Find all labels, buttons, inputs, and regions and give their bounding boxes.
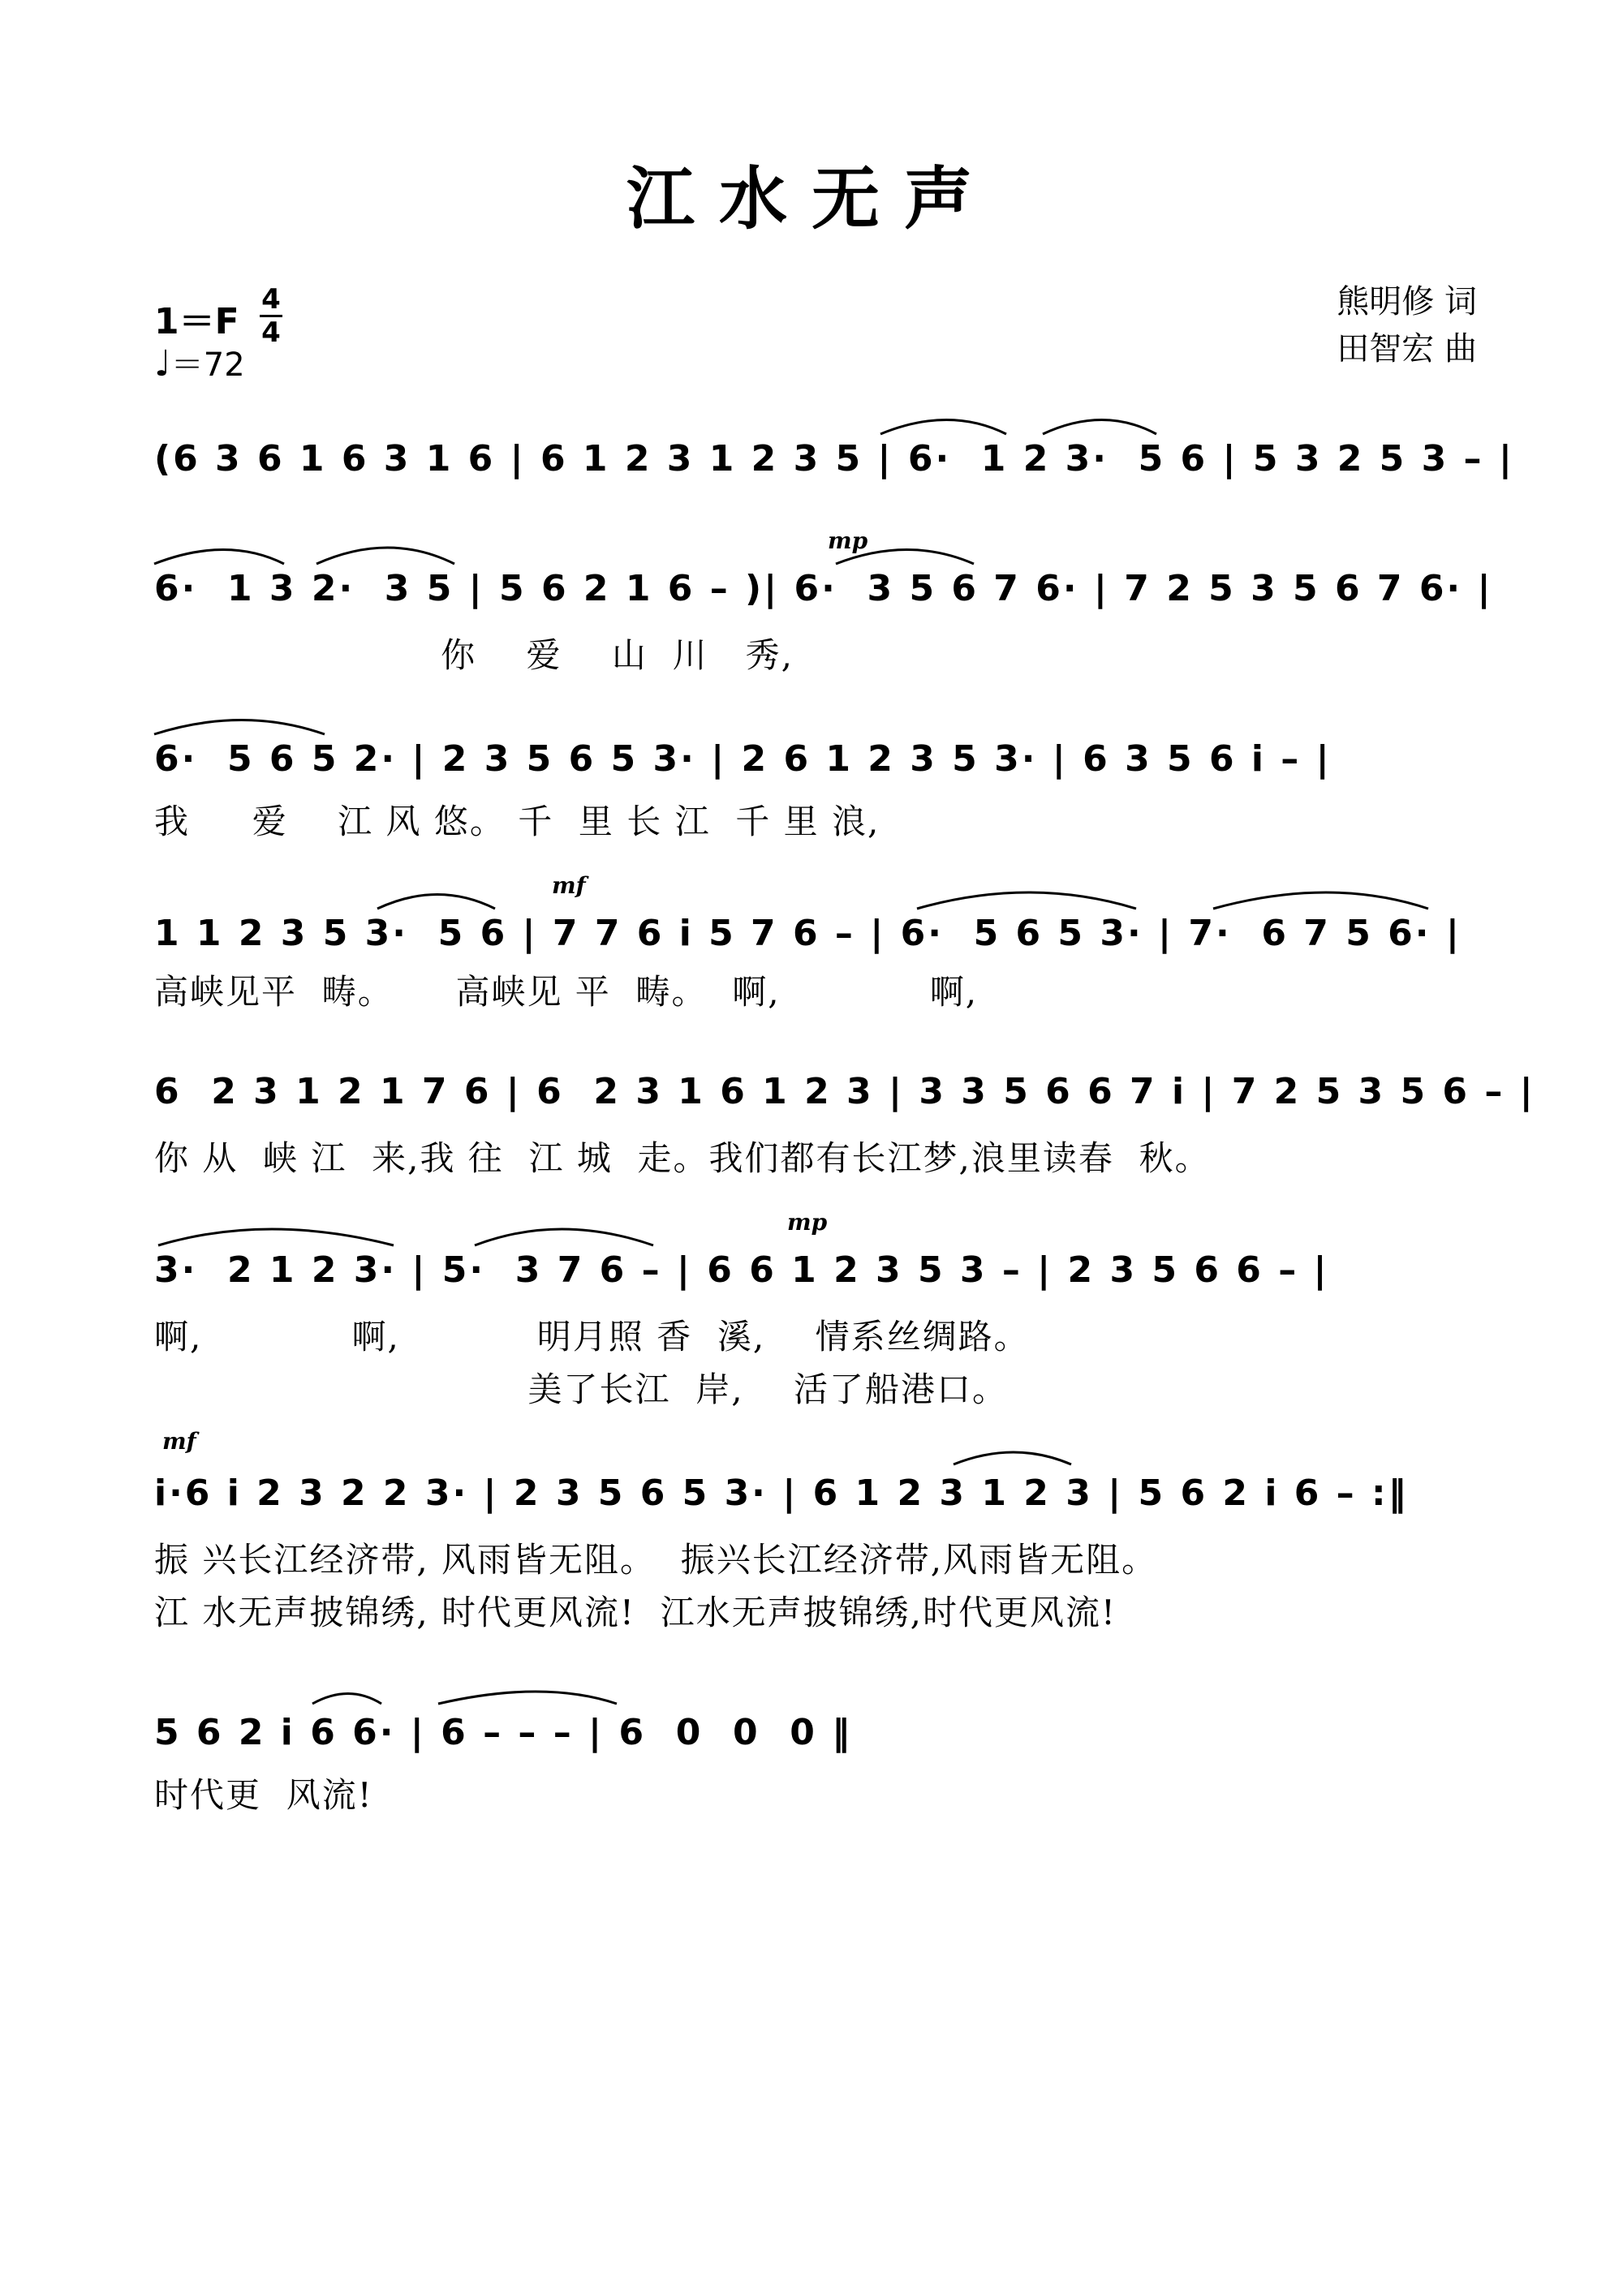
dynamic-marking: mf [162,1428,196,1455]
notation-line: 3· 2 1 2 3· | 5· 3 7 6 – | 6 6 1 2 3 5 3 – | 2 3 5 6 6 – | [154,1249,1329,1291]
slur-arc [1043,420,1156,435]
song-title: 江水无声 [626,158,997,239]
notation-line: 6· 1 3 2· 3 5 | 5 6 2 1 6 – )| 6· 3 5 6 7 6· | 7 2 5 3 5 6 7 6· | [154,568,1493,609]
lyrics-line: 振 兴长江经济带, 风雨皆无阻。 振兴长江经济带,风雨皆无阻。 [154,1540,1158,1580]
slur-arc [1213,892,1428,909]
slur-arc [954,1452,1071,1464]
slur-arc [475,1229,653,1245]
notation-line: 6· 5 6 5 2· | 2 3 5 6 5 3· | 2 6 1 2 3 5 3· | 6 3 5 6 i – | [154,738,1332,780]
dynamic-marking: mp [828,527,868,554]
lyrics-line: 高峡见平 畴。 高峡见 平 畴。 啊, 啊, [154,972,979,1012]
lyricist-credit: 熊明修 词 [1337,283,1477,320]
slur-arc [158,1229,394,1245]
notation-line: 1 1 2 3 5 3· 5 6 | 7 7 6 i 5 7 6 – | 6· 5 6 5 3· | 7· 6 7 5 6· | [154,913,1462,954]
lyrics-line: 江 水无声披锦绣, 时代更风流! 江水无声披锦绣,时代更风流! [154,1593,1117,1632]
lyrics-line: 时代更 风流! [154,1775,373,1815]
slur-arc [880,420,1006,435]
notation-line: (6 3 6 1 6 3 1 6 | 6 1 2 3 1 2 3 5 | 6· 1 2 3· 5 6 | 5 3 2 5 3 – | [154,438,1514,479]
key-signature: 1＝F [154,301,239,342]
lyrics-line: 我 爱 江 风 悠。 千 里 长 江 千 里 浪, [154,802,880,841]
lyrics-line: 你 从 峡 江 来,我 往 江 城 走。我们都有长江梦,浪里读春 秋。 [154,1138,1211,1178]
composer-credit: 田智宏 曲 [1337,330,1477,368]
time-signature-bottom: 4 [261,316,281,349]
slur-arc [377,895,495,909]
slur-arc [154,720,325,735]
slur-arc [836,550,974,565]
time-signature-top: 4 [261,283,281,316]
dynamic-marking: mp [787,1209,828,1236]
lyrics-line: 啊, 啊, 明月照 香 溪, 情系丝绸路。 [154,1317,1030,1357]
notation-line: 5 6 2 i 6 6· | 6 – – – | 6 0 0 0 ‖ [154,1712,853,1753]
slur-arc [438,1692,617,1704]
slur-arc [316,548,454,564]
notation-line: i·6 i 2 3 2 2 3· | 2 3 5 6 5 3· | 6 1 2 3 1 2 3 | 5 6 2 i 6 – :‖ [154,1473,1409,1514]
slur-arc [917,892,1136,909]
dynamic-marking: mf [552,872,586,899]
lyrics-line: 你 爱 山 川 秀, [154,635,794,675]
notation-line: 6 2 3 1 2 1 7 6 | 6 2 3 1 6 1 2 3 | 3 3 5 6 6 7 i | 7 2 5 3 5 6 – | [154,1071,1535,1112]
lyrics-line: 美了长江 岸, 活了船港口。 [154,1369,1008,1409]
tempo-value: ＝72 [170,346,245,384]
slur-arc [312,1694,381,1705]
quarter-note-icon: ♩ [154,343,171,385]
slur-arc [154,550,284,565]
